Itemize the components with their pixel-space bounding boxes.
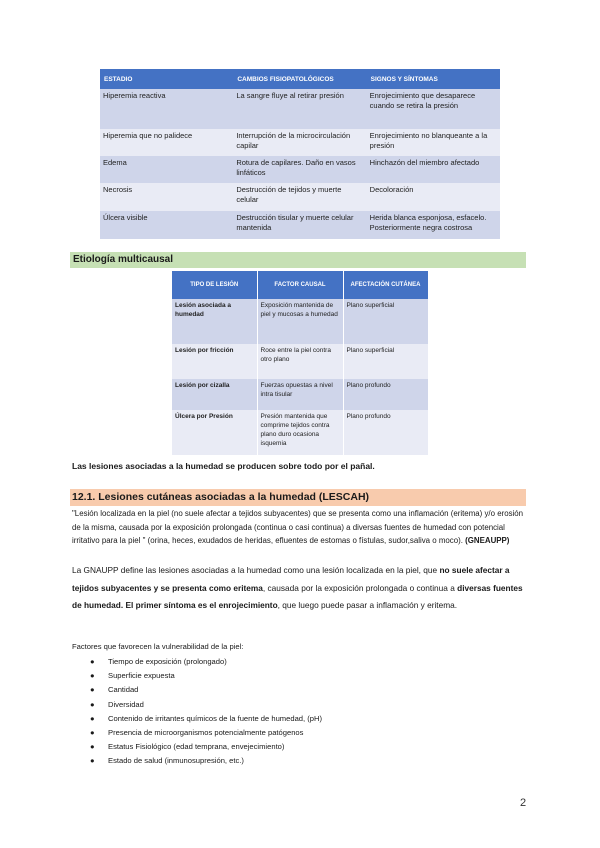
- list-item-text: Estatus Fisiológico (edad temprana, envejecimiento): [108, 742, 285, 752]
- table-row: [172, 379, 428, 410]
- table-cell: Úlcera por Presión: [172, 410, 257, 455]
- table-cell: Roce entre la piel contra otro plano: [257, 344, 343, 379]
- list-item-text: Diversidad: [108, 699, 144, 709]
- table-row: [100, 129, 500, 156]
- section-heading-lescah: 12.1. Lesiones cutáneas asociadas a la humedad (LESCAH): [70, 489, 526, 506]
- list-item: [90, 683, 322, 697]
- table-cell: Enrojecimiento no blanqueante a la presión: [367, 129, 500, 156]
- table-cell: Plano superficial: [343, 299, 428, 344]
- list-item-text: Presencia de microorganismos potencialmente patógenos: [108, 728, 304, 738]
- para-text: La GNAUPP define las lesiones asociadas a la humedad como una lesión localizada en la piel, que: [72, 565, 440, 575]
- table-row: [172, 344, 428, 379]
- bullet-icon: ●: [90, 742, 95, 752]
- list-item: [90, 726, 322, 740]
- bullet-icon: ●: [90, 671, 95, 681]
- bullet-icon: ●: [90, 685, 95, 695]
- list-item-text: Estado de salud (inmunosupresión, etc.): [108, 756, 244, 766]
- table-cell: Úlcera visible: [100, 211, 233, 239]
- panal-note: Las lesiones asociadas a la humedad se producen sobre todo por el pañal.: [72, 461, 375, 471]
- table-row: [100, 183, 500, 211]
- stages-table: [100, 69, 500, 239]
- column-header: FACTOR CAUSAL: [257, 271, 343, 299]
- bullet-icon: ●: [90, 699, 95, 709]
- page-number: 2: [520, 797, 527, 809]
- list-item: [90, 669, 322, 683]
- list-item: [90, 754, 322, 768]
- bullet-icon: ●: [90, 713, 95, 723]
- table-cell: Enrojecimiento que desaparece cuando se retira la presión: [367, 89, 500, 129]
- list-item-text: Tiempo de exposición (prolongado): [108, 657, 227, 666]
- list-item: [90, 740, 322, 754]
- column-header: CAMBIOS FISIOPATOLÓGICOS: [233, 69, 366, 89]
- list-item-text: Contenido de irritantes químicos de la fuente de humedad, (pH): [108, 713, 323, 723]
- list-item: [90, 712, 322, 726]
- table-cell: Lesión por cizalla: [172, 379, 257, 410]
- column-header: ESTADIO: [100, 69, 233, 89]
- table-cell: Decoloración: [367, 183, 500, 211]
- definition-quote: [72, 507, 528, 548]
- table-row: [100, 89, 500, 129]
- table-cell: Lesión asociada a humedad: [172, 299, 257, 344]
- table-cell: Presión mantenida que comprime tejidos contra plano duro ocasiona isquemia: [257, 410, 343, 455]
- table-cell: Hinchazón del miembro afectado: [367, 156, 500, 183]
- para-bold: no suele afectar a tejidos subyacentes y se presenta como eritema: [72, 565, 510, 593]
- table-header-row: [100, 69, 500, 89]
- table-cell: La sangre fluye al retirar presión: [233, 89, 366, 129]
- table-cell: Plano profundo: [343, 379, 428, 410]
- section-heading-etiologia: Etiología multicausal: [70, 252, 526, 268]
- table-cell: Necrosis: [100, 183, 233, 211]
- table-cell: Hiperemia reactiva: [100, 89, 233, 129]
- table-cell: Hiperemia que no palidece: [100, 129, 233, 156]
- table-row: [172, 410, 428, 455]
- para-text: , causada por la exposición prolongada o continua a: [262, 582, 458, 593]
- column-header: TIPO DE LESIÓN: [172, 271, 257, 299]
- quote-source: (GNEAUPP): [465, 536, 510, 545]
- table-cell: Destrucción tisular y muerte celular mantenida: [233, 211, 366, 239]
- table-cell: Rotura de capilares. Daño en vasos linfáticos: [233, 156, 366, 183]
- list-item: [90, 698, 322, 712]
- table-row: [100, 156, 500, 183]
- table-cell: Herida blanca esponjosa, esfacelo. Posteriormente negra costrosa: [367, 211, 500, 239]
- para-bold: diversas fuentes de humedad. El primer síntoma es el enrojecimiento: [72, 582, 523, 610]
- list-item-text: Cantidad: [108, 685, 139, 695]
- gnaupp-paragraph: [72, 562, 528, 615]
- para-text: , que luego puede pasar a inflamación y eritema.: [277, 600, 458, 610]
- bullet-icon: ●: [90, 728, 95, 738]
- table-cell: Exposición mantenida de piel y mucosas a humedad: [257, 299, 343, 344]
- table-cell: Destrucción de tejidos y muerte celular: [233, 183, 366, 211]
- table-cell: Interrupción de la microcirculación capilar: [233, 129, 366, 156]
- table-cell: Edema: [100, 156, 233, 183]
- table-cell: Plano superficial: [343, 344, 428, 379]
- table-header-row: [172, 271, 428, 299]
- table-cell: Plano profundo: [343, 410, 428, 455]
- factors-title: Factores que favorecen la vulnerabilidad de la piel:: [72, 642, 244, 651]
- column-header: AFECTACIÓN CUTÁNEA: [343, 271, 428, 299]
- table-row: [172, 299, 428, 344]
- column-header: SIGNOS Y SÍNTOMAS: [367, 69, 500, 89]
- factors-list: [90, 655, 322, 769]
- lesion-types-table: [172, 271, 429, 455]
- list-item: [90, 655, 322, 669]
- bullet-icon: ●: [90, 756, 95, 766]
- bullet-icon: ●: [90, 657, 95, 666]
- list-item-text: Superficie expuesta: [108, 671, 175, 681]
- table-cell: Lesión por fricción: [172, 344, 257, 379]
- quote-text: "Lesión localizada en la piel (no suele afectar a tejidos subyacentes) que se presenta como una inflamación (eritema) y/o erosión de la misma, causada por la exposición prolongada (continua o casi continua) a diversas fuentes de humedad con potencial irritativo para la piel " (orina, heces, exudados de heridas, efluentes de estomas o fístulas, sudor,saliva o moco).: [72, 509, 524, 545]
- table-row: [100, 211, 500, 239]
- table-cell: Fuerzas opuestas a nivel intra tisular: [257, 379, 343, 410]
